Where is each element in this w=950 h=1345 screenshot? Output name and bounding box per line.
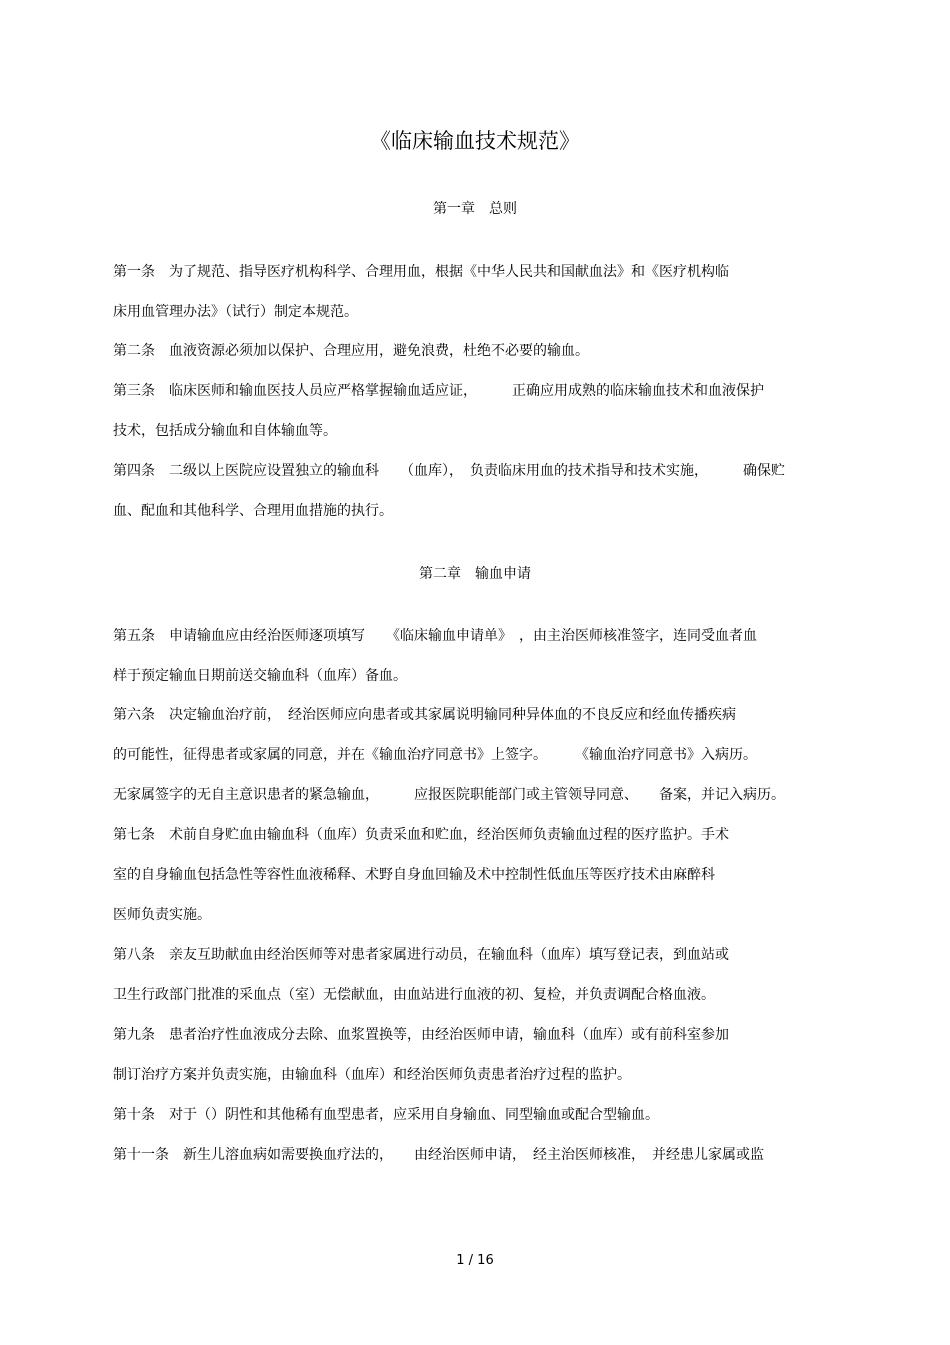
text-line: 第七条 术前自身贮血由输血科（血库）负责采血和贮血，经治医师负责输血过程的医疗监护。手术: [113, 827, 729, 843]
text-line: 医师负责实施。: [113, 907, 211, 923]
chapter-heading: 第一章 总则: [433, 201, 517, 217]
text-line: 样于预定输血日期前送交输血科（血库）备血。: [113, 668, 407, 684]
text-line: 的可能性，征得患者或家属的同意，并在《输血治疗同意书》上签字。 《输血治疗同意书》入病历。: [113, 747, 757, 763]
text-line: 第二条 血液资源必须加以保护、合理应用，避免浪费，杜绝不必要的输血。: [113, 343, 589, 359]
text-line: 第四条 二级以上医院应设置独立的输血科 （血库）， 负责临床用血的技术指导和技术实施， 确保贮: [113, 463, 785, 479]
text-line: 第三条 临床医师和输血医技人员应严格掌握输血适应证， 正确应用成熟的临床输血技术和血液保护: [113, 383, 764, 399]
text-line: 第十条 对于（）阴性和其他稀有血型患者，应采用自身输血、同型输血或配合型输血。: [113, 1107, 659, 1123]
text-line: 第一条 为了规范、指导医疗机构科学、合理用血，根据《中华人民共和国献血法》和《医疗机构临: [113, 264, 729, 280]
text-line: 制订治疗方案并负责实施，由输血科（血库）和经治医师负责患者治疗过程的监护。: [113, 1067, 631, 1083]
page-number: 1 / 16: [456, 1253, 494, 1268]
text-line: 卫生行政部门批准的采血点（室）无偿献血，由血站进行血液的初、复检，并负责调配合格血液。: [113, 987, 715, 1003]
text-line: 第九条 患者治疗性血液成分去除、血浆置换等，由经治医师申请，输血科（血库）或有前科室参加: [113, 1027, 729, 1043]
text-line: 第五条 申请输血应由经治医师逐项填写 《临床输血申请单》 ，由主治医师核准签字，连同受血者血: [113, 628, 757, 644]
text-line: 技术，包括成分输血和自体输血等。: [113, 423, 337, 439]
text-line: 第六条 决定输血治疗前， 经治医师应向患者或其家属说明输同种异体血的不良反应和经血传播疾病: [113, 707, 736, 723]
text-line: 床用血管理办法》（试行）制定本规范。: [113, 304, 358, 320]
chapter-heading: 第二章 输血申请: [419, 566, 531, 582]
text-line: 血、配血和其他科学、合理用血措施的执行。: [113, 503, 393, 519]
text-line: 第八条 亲友互助献血由经治医师等对患者家属进行动员，在输血科（血库）填写登记表，到血站或: [113, 947, 729, 963]
document-title: 《临床输血技术规范》: [370, 129, 580, 153]
text-line: 无家属签字的无自主意识患者的紧急输血， 应报医院职能部门或主管领导同意、 备案，并记入病历。: [113, 787, 785, 803]
text-line: 室的自身输血包括急性等容性血液稀释、术野自身血回输及术中控制性低血压等医疗技术由麻醉科: [113, 867, 715, 883]
text-line: 第十一条 新生儿溶血病如需要换血疗法的， 由经治医师申请， 经主治医师核准， 并经患儿家属或监: [113, 1147, 764, 1163]
